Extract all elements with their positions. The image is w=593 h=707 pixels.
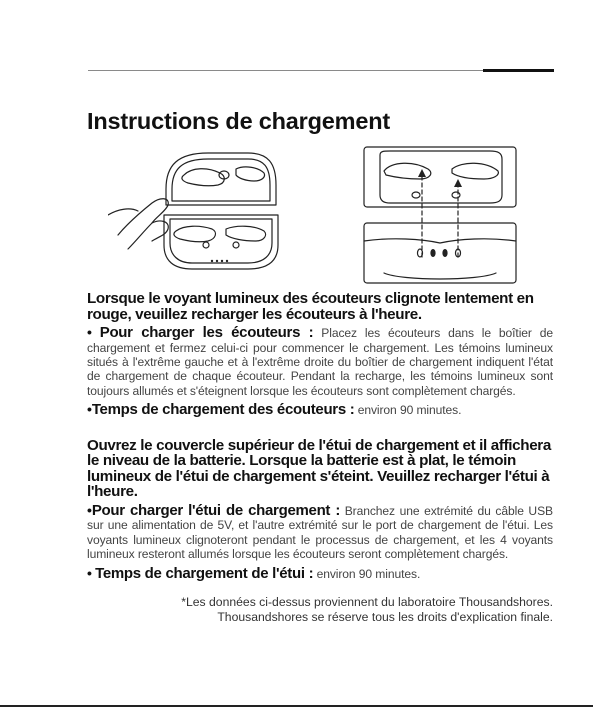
bullet-icon: •	[87, 564, 92, 581]
earbuds-charging-text: Placez les écouteurs dans le boîtier de chargement et fermez celui-ci pour commencer le chargement. Les témoins lumineux situés à l'extrême gauche et à l'extrême droite du boîtier de chargement indiquent l'état de chargement de chaque écouteur. Pendant la recharge, les témoins lumineux sont toujours allumés et s'éteignent lorsque les écouteurs sont complètement chargés.	[87, 326, 553, 398]
bullet-icon: •	[87, 401, 92, 418]
case-charging-time-value: environ 90 minutes.	[316, 566, 421, 581]
case-charging-time-item	[87, 566, 553, 581]
section2-lead: Ouvrez le couvercle supérieur de l'étui de chargement et il affichera le niveau de la batterie. Lorsque la batterie est à plat, le témoin lumineux de l'étui de chargement s'éteint. Veuillez recharger l'étui à l'heure.	[87, 436, 551, 501]
case-charging-item	[87, 503, 553, 562]
case-charging-text: Branchez une extrémité du câble USB sur une alimentation de 5V, et l'autre extrémité sur le port de chargement de l'étui. Les voyants lumineux clignoteront pendant le processus de chargement, et les 4 voyants lumineux resteront allumés lorsque les écouteurs seront complètement chargés.	[87, 504, 553, 562]
header-accent-bar	[483, 69, 554, 72]
page-title: Instructions de chargement	[87, 108, 390, 134]
footnote-line1: *Les données ci-dessus proviennent du laboratoire Thousandshores.	[181, 595, 553, 610]
footnote-line2: Thousandshores se réserve tous les droits d'explication finale.	[217, 610, 553, 625]
bullet-icon: •	[87, 324, 92, 341]
footnote	[87, 595, 553, 625]
case-charging-time-term: Temps de chargement de l'étui :	[95, 564, 314, 582]
earbuds-charging-time-term: Temps de chargement des écouteurs :	[91, 401, 355, 419]
earbuds-charging-time-item	[87, 402, 553, 417]
bullet-icon: •	[87, 502, 92, 518]
earbuds-charging-item	[87, 325, 553, 398]
instructions-body	[87, 291, 553, 625]
case-charging-term: Pour charger l'étui de chargement :	[91, 502, 341, 519]
earbuds-charging-time-value: environ 90 minutes.	[357, 403, 462, 418]
charging-case-illustration	[108, 145, 284, 275]
earbuds-charging-term: Pour charger les écouteurs :	[99, 324, 314, 342]
indicator-lights-illustration	[362, 145, 518, 285]
section1-lead: Lorsque le voyant lumineux des écouteurs clignote lentement en rouge, veuillez recharger les écouteurs à l'heure.	[87, 290, 534, 323]
